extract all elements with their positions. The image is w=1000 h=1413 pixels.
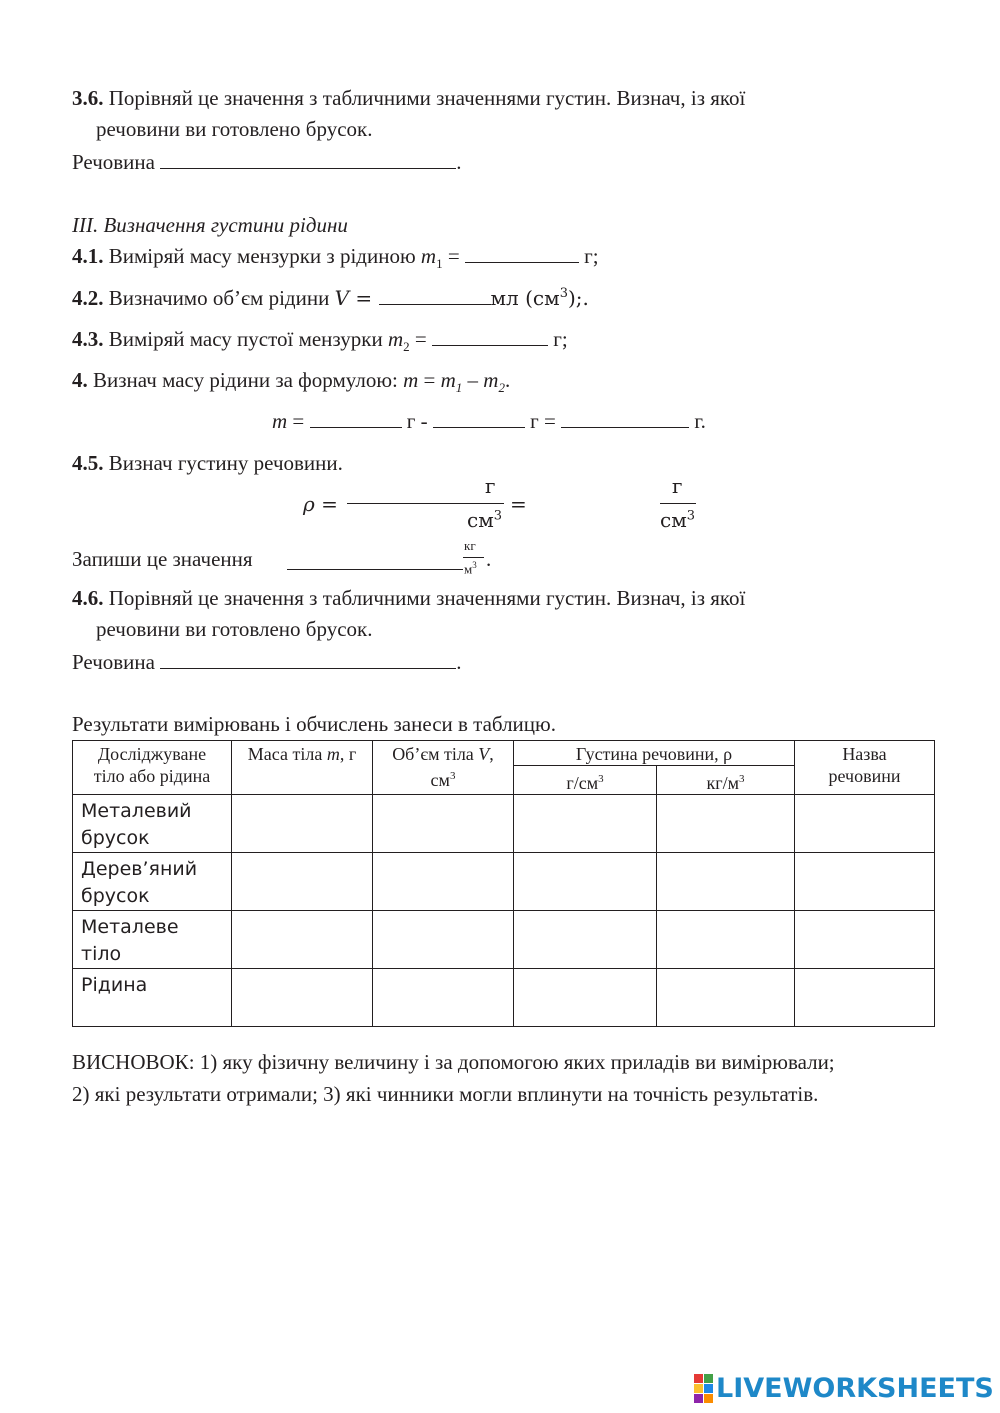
table-cell[interactable] xyxy=(232,795,373,853)
table-cell[interactable] xyxy=(514,853,657,911)
kg-fraction-bar xyxy=(463,557,484,558)
header-density: Густина речовини, ρ xyxy=(514,741,795,766)
section-3-6-line1: 3.6. Порівняй це значення з табличними значеннями густин. Визнач, із якої xyxy=(72,86,746,110)
section-3-6-line2: речовини ви готовлено брусок. xyxy=(96,117,373,141)
table-cell[interactable] xyxy=(373,853,514,911)
substance-blank[interactable] xyxy=(160,150,456,169)
denominator-unit: $см^3$ xyxy=(467,508,503,532)
table-row xyxy=(73,795,935,853)
mass-m2-blank[interactable] xyxy=(432,327,548,346)
header-density-kg-m3: $кг/м^3$ xyxy=(657,766,795,795)
result-numerator-unit: г xyxy=(672,474,683,498)
row-label: Металеве тіло xyxy=(73,911,232,969)
header-mass: Маса тіла m, г xyxy=(232,741,373,795)
section-title: ІІІ. Визначення густини рідини xyxy=(72,213,348,237)
logo-text: LIVEWORKSHEETS xyxy=(716,1372,994,1404)
table-cell[interactable] xyxy=(373,911,514,969)
m3-unit: $м^3$ xyxy=(464,560,477,577)
equals-sign: = xyxy=(510,492,527,516)
table-cell[interactable] xyxy=(232,853,373,911)
mass-m1-blank[interactable] xyxy=(465,244,579,263)
rho-symbol: ρ = xyxy=(303,492,338,516)
table-cell[interactable] xyxy=(514,795,657,853)
liveworksheets-logo xyxy=(694,1372,994,1404)
table-cell[interactable] xyxy=(657,911,795,969)
table-cell[interactable] xyxy=(232,911,373,969)
header-density-g-cm3: $г/см^3$ xyxy=(514,766,657,795)
table-cell[interactable] xyxy=(657,795,795,853)
numerator-unit: г xyxy=(485,474,496,498)
table-cell[interactable] xyxy=(795,853,935,911)
write-value-end: . xyxy=(486,547,492,571)
table-cell[interactable] xyxy=(373,969,514,1027)
table-cell[interactable] xyxy=(514,969,657,1027)
table-cell[interactable] xyxy=(373,795,514,853)
calc-m1-blank[interactable] xyxy=(310,409,402,428)
conclusion-line1: ВИСНОВОК: 1) яку фізичну величину і за допомогою яких приладів ви вимірювали; xyxy=(72,1050,835,1074)
result-fraction-bar xyxy=(660,503,696,504)
step-4-1: 4.1. Виміряй масу мензурки з рідиною $m_1 = г$; xyxy=(72,244,599,272)
substance-blank-2[interactable] xyxy=(160,650,456,669)
table-row xyxy=(73,969,935,1027)
row-label: Металевий брусок xyxy=(73,795,232,853)
step-4-3: 4.3. Виміряй масу пустої мензурки $m_2 = г$; xyxy=(72,327,568,355)
substance-line-3-6: Речовина . xyxy=(72,150,462,174)
row-label: Дерев’яний брусок xyxy=(73,853,232,911)
write-value-label: Запиши це значення xyxy=(72,547,253,571)
calc-m-result-blank[interactable] xyxy=(561,409,689,428)
table-cell[interactable] xyxy=(795,969,935,1027)
mass-calculation: m = г - г = г. xyxy=(272,409,706,433)
table-cell[interactable] xyxy=(795,795,935,853)
density-kg-blank[interactable] xyxy=(287,551,463,570)
table-intro: Результати вимірювань і обчислень занеси в таблицю. xyxy=(72,712,556,736)
section-4-6-line1: 4.6. Порівняй це значення з табличними значеннями густин. Визнач, із якої xyxy=(72,586,746,610)
table-cell[interactable] xyxy=(657,853,795,911)
conclusion-line2: 2) які результати отримали; 3) які чинники могли вплинути на точність результатів. xyxy=(72,1082,819,1106)
kg-unit: кг xyxy=(464,538,476,553)
header-object: Досліджуване тіло або рідина xyxy=(73,741,232,795)
section-4-6-line2: речовини ви готовлено брусок. xyxy=(96,617,373,641)
table-cell[interactable] xyxy=(795,911,935,969)
volume-blank[interactable] xyxy=(379,286,491,305)
section-number: 3.6. xyxy=(72,86,104,110)
calc-m2-blank[interactable] xyxy=(433,409,525,428)
density-result-input[interactable] xyxy=(540,490,650,516)
substance-line-4-6: Речовина . xyxy=(72,650,462,674)
header-substance-name: Назва речовини xyxy=(795,741,935,795)
fraction-bar xyxy=(347,503,504,504)
step-4-2: 4.2. Визначимо об’єм рідини V = мл $(см^3)$;. xyxy=(72,286,589,310)
result-denominator-unit: $см^3$ xyxy=(660,508,696,532)
logo-grid-icon xyxy=(694,1374,713,1403)
table-row xyxy=(73,853,935,911)
results-table xyxy=(72,740,935,1027)
table-cell[interactable] xyxy=(657,969,795,1027)
table-row xyxy=(73,911,935,969)
table-cell[interactable] xyxy=(514,911,657,969)
density-numerator-input[interactable] xyxy=(345,476,507,498)
header-volume: Об’єм тіла V, $см^3$ xyxy=(373,741,514,795)
table-cell[interactable] xyxy=(232,969,373,1027)
step-4: 4. Визнач масу рідини за формулою: $m = m_1 - m_2$. xyxy=(72,368,511,396)
step-4-5: 4.5. Визнач густину речовини. xyxy=(72,451,343,475)
row-label: Рідина xyxy=(73,969,232,1027)
